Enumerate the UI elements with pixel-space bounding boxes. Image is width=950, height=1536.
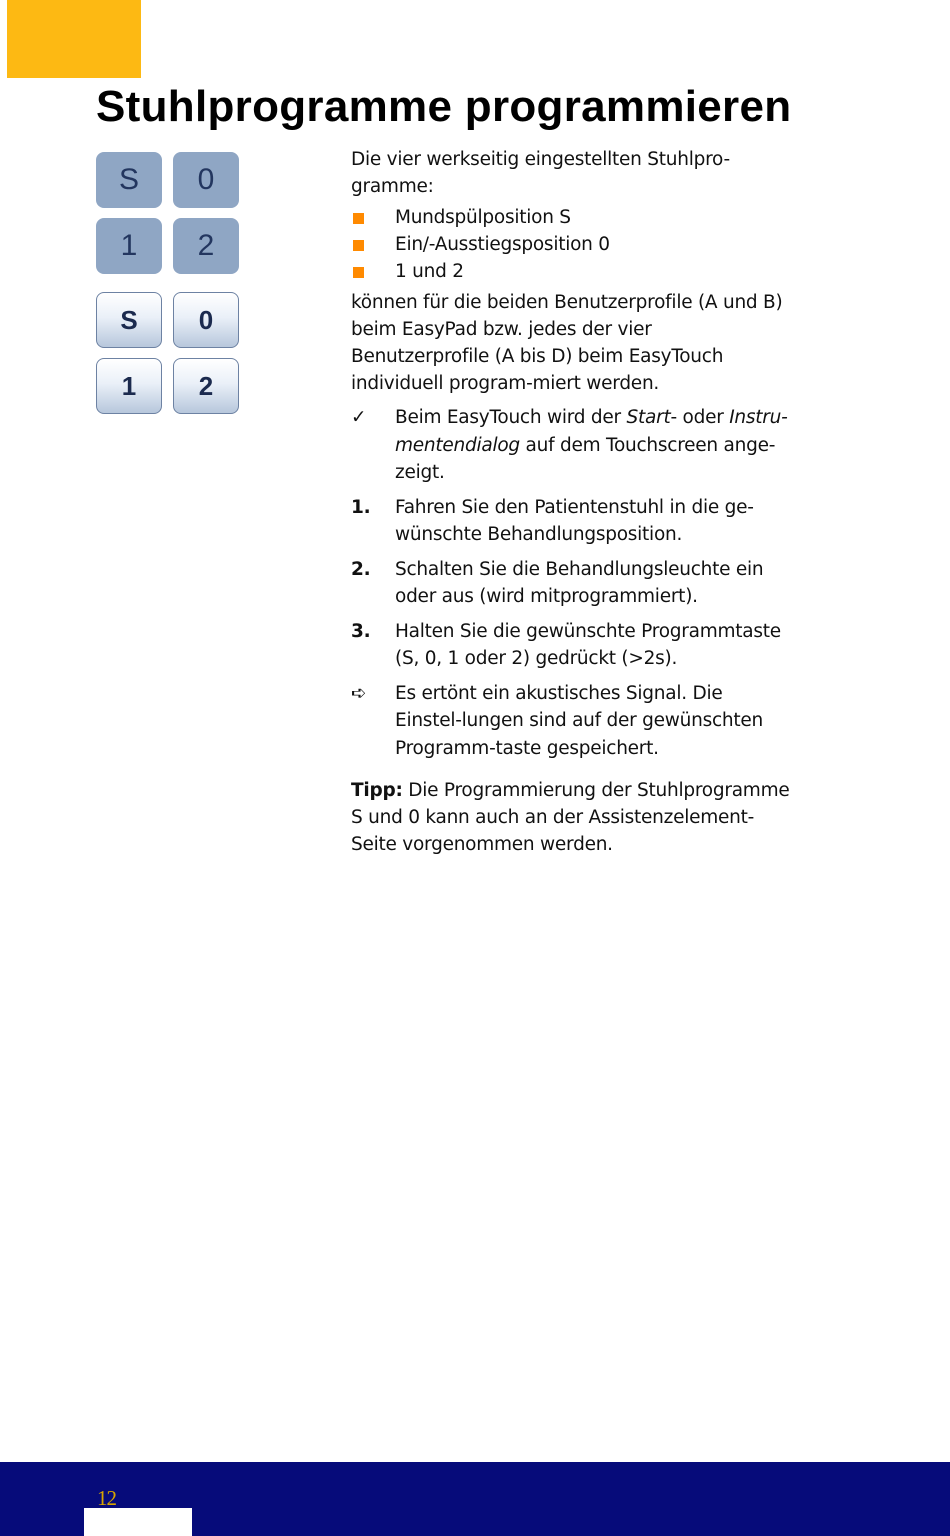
program-key-0: 0 bbox=[173, 152, 239, 208]
keypad-illustration-flat bbox=[96, 152, 239, 274]
factory-programs-list bbox=[351, 204, 791, 285]
tip-label: Tipp: bbox=[351, 780, 403, 801]
step-number: 2. bbox=[351, 558, 371, 580]
program-key-2: 2 bbox=[173, 218, 239, 274]
intro-paragraph bbox=[351, 146, 791, 200]
step-number: 1. bbox=[351, 496, 371, 518]
step-2 bbox=[351, 556, 791, 611]
program-key-2: 2 bbox=[173, 358, 239, 414]
keypad-illustration-3d bbox=[96, 292, 239, 414]
list-item: Ein/-Ausstiegsposition 0 bbox=[351, 231, 791, 258]
page-title: Stuhlprogramme programmieren bbox=[96, 82, 792, 131]
body-text bbox=[351, 146, 791, 858]
step-text: Halten Sie die gewünschte Programmtaste (S, 0, 1 oder 2) gedrückt (>2s). bbox=[395, 620, 781, 669]
list-item: 1 und 2 bbox=[351, 258, 791, 285]
page-number: 12 bbox=[97, 1486, 116, 1510]
accent-tab bbox=[7, 0, 141, 78]
intro-line-2: gramme: bbox=[351, 176, 434, 197]
footer-strip bbox=[84, 1508, 192, 1536]
profiles-paragraph: können für die beiden Benutzerprofile (A und B) beim EasyPad bzw. jedes der vier Benutzerprofile (A bis D) beim EasyTouch individuell program-miert werden. bbox=[351, 292, 783, 394]
checkmark-icon: ✓ bbox=[351, 407, 367, 428]
step-1 bbox=[351, 494, 791, 549]
square-bullet-icon bbox=[353, 240, 364, 251]
step-number: 3. bbox=[351, 620, 371, 642]
step-3 bbox=[351, 618, 791, 673]
result-text: Es ertönt ein akustisches Signal. Die Einstel-lungen sind auf der gewünschten Programm-taste gespeichert. bbox=[395, 682, 764, 759]
program-key-1: 1 bbox=[96, 358, 162, 414]
step-text: Schalten Sie die Behandlungsleuchte ein oder aus (wird mitprogrammiert). bbox=[395, 558, 764, 607]
step-text: Fahren Sie den Patientenstuhl in die ge-wünschte Behandlungsposition. bbox=[395, 496, 754, 545]
result-note bbox=[351, 680, 791, 763]
program-key-1: 1 bbox=[96, 218, 162, 274]
square-bullet-icon bbox=[353, 213, 364, 224]
prerequisite-note: ✓ Beim EasyTouch wird der Start- oder Instru-mentendialog auf dem Touchscreen ange-zeigt. bbox=[351, 404, 791, 487]
tip-text: Die Programmierung der Stuhlprogramme S und 0 kann auch an der Assistenzelement-Seite vorgenommen werden. bbox=[351, 780, 790, 855]
list-item: Mundspülposition S bbox=[351, 204, 791, 231]
square-bullet-icon bbox=[353, 267, 364, 278]
program-key-s: S bbox=[96, 292, 162, 348]
tip-paragraph bbox=[351, 777, 791, 858]
program-key-s: S bbox=[96, 152, 162, 208]
intro-line-1: Die vier werkseitig eingestellten Stuhlpro- bbox=[351, 149, 730, 170]
result-arrow-icon: ➪ bbox=[351, 682, 367, 704]
program-key-0: 0 bbox=[173, 292, 239, 348]
